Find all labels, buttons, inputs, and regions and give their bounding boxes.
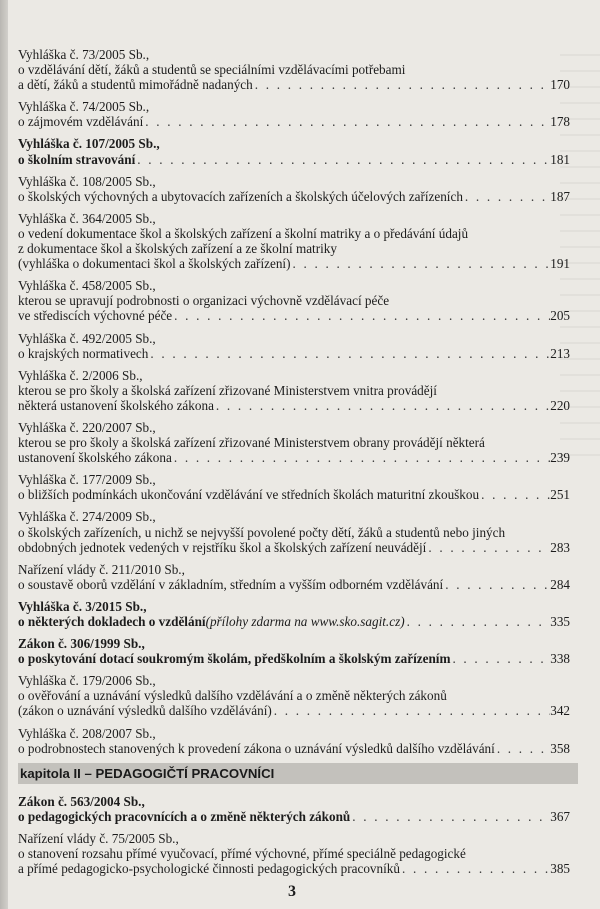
dot-leader <box>463 189 550 204</box>
toc-entry <box>18 673 570 718</box>
toc-page-number: 187 <box>550 188 570 204</box>
toc-entry-text: o zájmovém vzdělávání <box>18 114 144 130</box>
toc-page-number: 251 <box>550 487 570 503</box>
toc-page-number: 220 <box>550 397 570 413</box>
toc-entry-text: o krajských normativech <box>18 345 149 361</box>
toc-entry <box>18 794 570 824</box>
toc-entry-last-line <box>18 308 570 323</box>
dot-leader <box>172 308 550 323</box>
toc-entry-line: Zákon č. 306/1999 Sb., <box>18 636 145 652</box>
table-of-contents <box>18 47 570 883</box>
toc-entry-line: Vyhláška č. 107/2005 Sb., <box>18 136 160 152</box>
toc-entry <box>18 278 570 323</box>
toc-entry <box>18 472 570 502</box>
toc-entry-line: Vyhláška č. 179/2006 Sb., <box>18 673 156 689</box>
toc-entry-text: a dětí, žáků a studentů mimořádně nadaných <box>18 77 253 93</box>
toc-entry-last-line <box>18 487 570 502</box>
toc-entry <box>18 509 570 554</box>
toc-entry-line: Vyhláška č. 274/2009 Sb., <box>18 509 156 525</box>
toc-entry-line: Vyhláška č. 208/2007 Sb., <box>18 725 156 741</box>
toc-entry-last-line <box>18 152 570 167</box>
toc-entry-line: z dokumentace škol a školských zařízení a ze školní matriky <box>18 241 337 257</box>
toc-entry-line: Vyhláška č. 108/2005 Sb., <box>18 173 156 189</box>
toc-entry-last-line <box>18 256 570 271</box>
dot-leader <box>443 577 550 592</box>
toc-entry <box>18 331 570 361</box>
dot-leader <box>143 114 550 129</box>
toc-entry-line: Vyhláška č. 2/2006 Sb., <box>18 367 143 383</box>
toc-entry-text: (zákon o uznávání výsledků dalšího vzdělávání) <box>18 703 272 719</box>
toc-entry-text: ustanovení školského zákona <box>18 450 172 466</box>
toc-entry-text: o podrobnostech stanovených k provedení zákona o uznávání výsledků dalšího vzdělávání <box>18 740 495 756</box>
toc-entry-line: Vyhláška č. 3/2015 Sb., <box>18 598 147 614</box>
toc-page-number: 284 <box>550 576 570 592</box>
dot-leader <box>450 651 550 666</box>
toc-entry-last-line <box>18 809 570 824</box>
toc-entry <box>18 99 570 129</box>
dot-leader <box>290 256 550 271</box>
toc-list-chapter-1 <box>18 47 570 756</box>
toc-page-number: 178 <box>550 114 570 130</box>
toc-entry-note: (přílohy zdarma na www.sko.sagit.cz) <box>205 614 405 629</box>
dot-leader <box>479 487 550 502</box>
toc-entry <box>18 420 570 465</box>
dot-leader <box>148 346 550 361</box>
toc-entry-text: o bližších podmínkách ukončování vzdělávání ve středních školách maturitní zkouškou <box>18 487 480 503</box>
toc-entry-line: Vyhláška č. 220/2007 Sb., <box>18 419 156 435</box>
toc-entry <box>18 174 570 204</box>
toc-entry-line: kterou se pro školy a školská zařízení zřizované Ministerstvem obrany provádějí některá <box>18 435 485 451</box>
toc-entry-last-line <box>18 703 570 718</box>
toc-entry <box>18 47 570 92</box>
toc-entry-line: Vyhláška č. 74/2005 Sb., <box>18 99 150 115</box>
page-number: 3 <box>288 883 296 900</box>
toc-entry-text: o školním stravování <box>18 151 136 167</box>
toc-entry-text: o některých dokladech o vzdělání <box>18 614 206 629</box>
toc-entry-last-line <box>18 398 570 413</box>
chapter-heading: kapitola II – PEDAGOGIČTÍ PRACOVNÍCI <box>18 763 578 784</box>
toc-entry-text: obdobných jednotek vedených v rejstříku škol a školských zařízení neuvádějí <box>18 539 427 555</box>
toc-entry-text: o pedagogických pracovnících a o změně některých zákonů <box>18 808 351 824</box>
dot-leader <box>495 741 550 756</box>
toc-entry-line: Vyhláška č. 458/2005 Sb., <box>18 278 156 294</box>
toc-page-number: 385 <box>550 861 570 877</box>
toc-entry-line: Vyhláška č. 177/2009 Sb., <box>18 472 156 488</box>
toc-entry-last-line <box>18 346 570 361</box>
toc-entry <box>18 726 570 756</box>
toc-entry-last-line <box>18 861 570 876</box>
dot-leader <box>272 703 550 718</box>
toc-page-number: 338 <box>550 651 570 667</box>
page-edge <box>0 0 8 909</box>
toc-entry-line: Zákon č. 563/2004 Sb., <box>18 793 145 809</box>
toc-page-number: 358 <box>550 740 570 756</box>
toc-page-number: 170 <box>550 77 570 93</box>
toc-entry-last-line <box>18 651 570 666</box>
toc-entry-line: kterou se pro školy a školská zařízení zřizované Ministerstvem vnitra provádějí <box>18 382 437 398</box>
toc-entry <box>18 368 570 413</box>
toc-page-number: 239 <box>550 450 570 466</box>
toc-entry-text: (vyhláška o dokumentaci škol a školských zařízení) <box>18 256 291 272</box>
toc-page-number: 367 <box>550 808 570 824</box>
toc-entry-line: o školských zařízeních, u nichž se nejvyšší povolené počty dětí, žáků a studentů nebo jiných <box>18 524 506 540</box>
dot-leader <box>426 540 550 555</box>
toc-entry-line: kterou se upravují podrobnosti o organizaci výchovně vzdělávací péče <box>18 293 390 309</box>
toc-entry-line: Nařízení vlády č. 75/2005 Sb., <box>18 830 179 846</box>
toc-page-number: 283 <box>550 539 570 555</box>
toc-page-number: 191 <box>550 256 570 272</box>
toc-entry-last-line <box>18 614 570 629</box>
toc-entry-line: Vyhláška č. 492/2005 Sb., <box>18 330 156 346</box>
dot-leader <box>350 809 550 824</box>
dot-leader <box>214 398 550 413</box>
toc-entry-last-line <box>18 114 570 129</box>
toc-page-number: 205 <box>550 308 570 324</box>
toc-entry-last-line <box>18 540 570 555</box>
toc-entry-last-line <box>18 77 570 92</box>
toc-entry-line: o stanovení rozsahu přímé vyučovací, přímé výchovné, přímé speciálně pedagogické <box>18 846 466 862</box>
dot-leader <box>135 152 550 167</box>
toc-entry <box>18 599 570 629</box>
toc-entry-text: o soustavě oborů vzdělání v základním, středním a vyšším odborném vzdělávání <box>18 576 444 592</box>
toc-page-number: 342 <box>550 703 570 719</box>
toc-entry <box>18 831 570 876</box>
toc-entry-last-line <box>18 450 570 465</box>
toc-entry-line: Vyhláška č. 73/2005 Sb., <box>18 47 150 62</box>
dot-leader <box>400 861 550 876</box>
toc-page-number: 181 <box>550 151 570 167</box>
toc-entry-text: ve střediscích výchovné péče <box>18 308 173 324</box>
toc-entry <box>18 136 570 166</box>
toc-page-number: 335 <box>550 614 570 629</box>
toc-entry-line: Vyhláška č. 364/2005 Sb., <box>18 210 156 226</box>
toc-entry-last-line <box>18 741 570 756</box>
toc-entry-text: a přímé pedagogicko-psychologické činnosti pedagogických pracovníků <box>18 861 400 877</box>
dot-leader <box>405 614 551 629</box>
toc-entry-line: o vedení dokumentace škol a školských zařízení a školní matriky a o předávání údajů <box>18 225 469 241</box>
dot-leader <box>253 77 550 92</box>
toc-entry-line: o vzdělávání dětí, žáků a studentů se speciálními vzdělávacími potřebami <box>18 62 406 78</box>
toc-entry <box>18 562 570 592</box>
toc-page-number: 213 <box>550 345 570 361</box>
toc-entry-last-line <box>18 189 570 204</box>
toc-entry-line: o ověřování a uznávání výsledků dalšího vzdělávání a o změně některých zákonů <box>18 688 447 704</box>
toc-entry <box>18 636 570 666</box>
toc-entry <box>18 211 570 271</box>
toc-entry-text: o školských výchovných a ubytovacích zařízeních a školských účelových zařízeních <box>18 188 463 204</box>
toc-entry-text: některá ustanovení školského zákona <box>18 397 214 413</box>
toc-entry-text: o poskytování dotací soukromým školám, předškolním a školským zařízením <box>18 651 451 667</box>
dot-leader <box>172 450 550 465</box>
toc-list-chapter-2 <box>18 794 570 876</box>
toc-entry-line: Nařízení vlády č. 211/2010 Sb., <box>18 561 185 577</box>
toc-entry-last-line <box>18 577 570 592</box>
